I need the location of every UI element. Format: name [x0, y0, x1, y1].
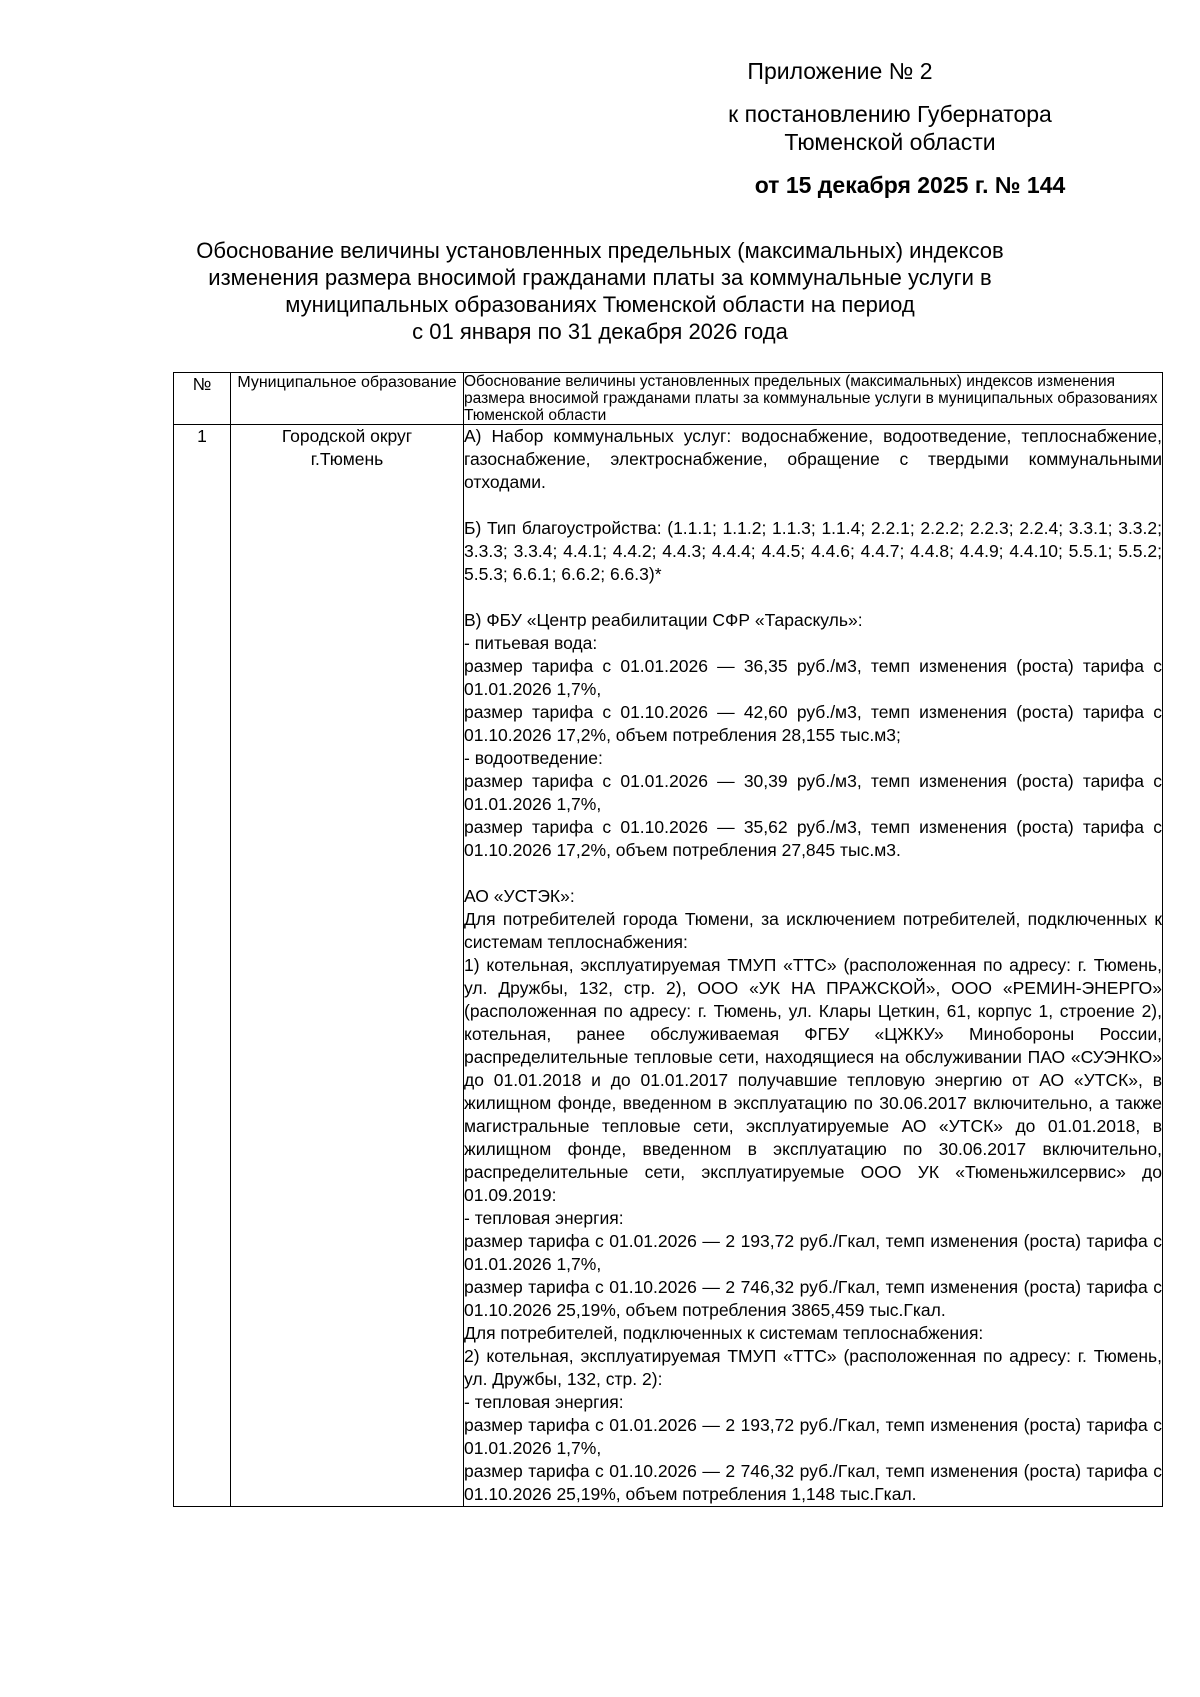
- ustek-intro: Для потребителей города Тюмени, за исключением потребителей, подключенных к системам теплоснабжения:: [464, 909, 1162, 952]
- ustek-heat2-label: - тепловая энергия:: [464, 1392, 624, 1412]
- table-row: [174, 425, 1163, 1507]
- fbu-water-tariff-1: размер тарифа с 01.01.2026 — 36,35 руб./м3, темп изменения (роста) тарифа с 01.01.2026 1,7%,: [464, 656, 1162, 699]
- fbu-sewer-tariff-2: размер тарифа с 01.10.2026 — 35,62 руб./м3, темп изменения (роста) тарифа с 01.10.2026 17,2%, объем потребления 27,845 тыс.м3.: [464, 817, 1162, 860]
- decree-reference: [660, 100, 1120, 156]
- decree-line-1: к постановлению Губернатора: [728, 101, 1052, 127]
- title-line-2: изменения размера вносимой гражданами платы за коммунальные услуги в: [208, 265, 992, 290]
- ustek-heat2-tariff-2: размер тарифа с 01.10.2026 — 2 746,32 руб./Гкал, темп изменения (роста) тарифа с 01.10.2026 25,19%, объем потребления 1,148 тыс.Гкал.: [464, 1461, 1162, 1504]
- ustek-item-2: 2) котельная, эксплуатируемая ТМУП «ТТС» (расположенная по адресу: г. Тюмень, ул. Дружбы, 132, стр. 2):: [464, 1346, 1162, 1389]
- header-number: №: [174, 373, 231, 425]
- ustek-item-1: 1) котельная, эксплуатируемая ТМУП «ТТС» (расположенная по адресу: г. Тюмень, ул. Дружбы, 132, стр. 2), ООО «УК НА ПРАЖСКОЙ», ООО «РЕМИН-ЭНЕРГО» (расположенная по адресу: г. Тюмень, ул. Клары Цеткин, 61, корпус 1, строение 2), котельная, ранее обслуживаемая ФГБУ «ЦЖКУ» Минобороны России, распределительные тепловые сети, находящиеся на обслуживании ПАО «СУЭНКО» до 01.01.2018 и до 01.01.2017 получавшие тепловую энергию от АО «УТСК», в жилищном фонде, введенном в эксплуатацию по 30.06.2017 включительно, а также магистральные тепловые сети, эксплуатируемые АО «УТСК» до 01.01.2018, в жилищном фонде, введенном в эксплуатацию по 30.06.2017 включительно, распределительные сети, эксплуатируемые ООО УК «Тюменьжилсервис» до 01.09.2019:: [464, 955, 1162, 1205]
- row-justification: [464, 425, 1163, 1507]
- municipality-line-1: Городской округ: [281, 426, 413, 446]
- fbu-sewer-label: - водоотведение:: [464, 748, 603, 768]
- title-line-1: Обоснование величины установленных предельных (максимальных) индексов: [196, 238, 1004, 263]
- title-line-4: с 01 января по 31 декабря 2026 года: [412, 319, 788, 344]
- fbu-sewer-tariff-1: размер тарифа с 01.01.2026 — 30,39 руб./м3, темп изменения (роста) тарифа с 01.01.2026 1,7%,: [464, 771, 1162, 814]
- ustek-heat-label: - тепловая энергия:: [464, 1208, 624, 1228]
- justification-table: [173, 372, 1163, 1507]
- ustek-title: АО «УСТЭК»:: [464, 886, 575, 906]
- fbu-water-tariff-2: размер тарифа с 01.10.2026 — 42,60 руб./м3, темп изменения (роста) тарифа с 01.10.2026 17,2%, объем потребления 28,155 тыс.м3;: [464, 702, 1162, 745]
- table-header-row: [174, 373, 1163, 425]
- services-text: А) Набор коммунальных услуг: водоснабжение, водоотведение, теплоснабжение, газоснабжение, электроснабжение, обращение с твердыми коммунальными отходами.: [464, 426, 1162, 492]
- municipality-line-2: г.Тюмень: [310, 449, 384, 469]
- improvement-text: Б) Тип благоустройства: (1.1.1; 1.1.2; 1.1.3; 1.1.4; 2.2.1; 2.2.2; 2.2.3; 2.2.4; 3.3.1; 3.3.2; 3.3.3; 3.3.4; 4.4.1; 4.4.2; 4.4.3; 4.4.4; 4.4.5; 4.4.6; 4.4.7; 4.4.8; 4.4.9; 4.4.10; 5.5.1; 5.5.2; 5.5.3; 6.6.1; 6.6.2; 6.6.3)*: [464, 518, 1162, 584]
- row-number: 1: [174, 425, 231, 1507]
- header-municipality: Муниципальное образование: [231, 373, 464, 425]
- ustek-intro-2: Для потребителей, подключенных к системам теплоснабжения:: [464, 1323, 984, 1343]
- decree-date: от 15 декабря 2025 г. № 144: [754, 172, 1066, 198]
- ustek-heat-tariff-2: размер тарифа с 01.10.2026 — 2 746,32 руб./Гкал, темп изменения (роста) тарифа с 01.10.2026 25,19%, объем потребления 3865,459 тыс.Гкал.: [464, 1277, 1162, 1320]
- header-justification: Обоснование величины установленных предельных (максимальных) индексов изменения размера вносимой гражданами платы за коммунальные услуги в муниципальных образованиях Тюменской области: [464, 373, 1163, 425]
- appendix-label: Приложение № 2: [747, 58, 933, 84]
- row-municipality: [231, 425, 464, 1507]
- decree-line-2: Тюменской области: [784, 129, 996, 155]
- title-line-3: муниципальных образованиях Тюменской области на период: [285, 292, 915, 317]
- document-title: [160, 237, 1040, 345]
- fbu-title: В) ФБУ «Центр реабилитации СФР «Тараскуль»:: [464, 610, 863, 630]
- fbu-water-label: - питьевая вода:: [464, 633, 598, 653]
- ustek-heat2-tariff-1: размер тарифа с 01.01.2026 — 2 193,72 руб./Гкал, темп изменения (роста) тарифа с 01.01.2026 1,7%,: [464, 1415, 1162, 1458]
- ustek-heat-tariff-1: размер тарифа с 01.01.2026 — 2 193,72 руб./Гкал, темп изменения (роста) тарифа с 01.01.2026 1,7%,: [464, 1231, 1162, 1274]
